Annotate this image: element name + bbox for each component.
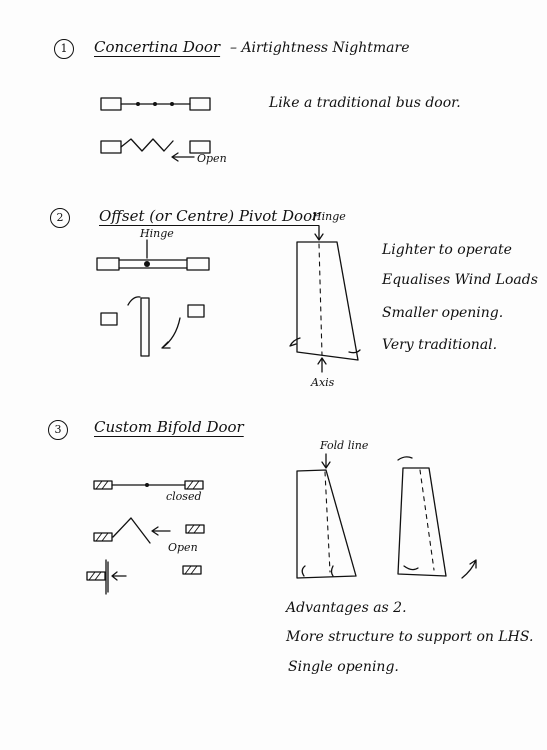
concertina-note-1: Like a traditional bus door.	[269, 95, 461, 111]
bifold-closed-plan	[94, 481, 203, 489]
concertina-closed-plan	[101, 98, 210, 110]
pivot-note-1: Lighter to operate	[382, 242, 512, 258]
bifold-note-1: Advantages as 2.	[286, 600, 407, 616]
bifold-open-label: Open	[168, 541, 198, 554]
bifold-open-plan	[94, 518, 204, 543]
pivot-closed-plan	[97, 240, 209, 270]
pivot-axis-label: Axis	[311, 376, 335, 389]
bifold-door-folded-elevation	[398, 457, 476, 578]
concertina-open-plan	[101, 139, 210, 161]
bifold-door-elevation	[297, 454, 356, 578]
pivot-note-3: Smaller opening.	[382, 305, 504, 321]
pivot-note-2: Equalises Wind Loads	[382, 272, 538, 288]
section-subtitle-concertina: – Airtightness Nightmare	[230, 40, 410, 56]
section-number-1: 1	[54, 39, 74, 59]
section-number-3: 3	[48, 420, 68, 440]
pivot-open-plan	[101, 297, 204, 356]
pivot-note-4: Very traditional.	[382, 337, 498, 353]
pivot-door-elevation	[290, 226, 360, 372]
bifold-closed-label: closed	[166, 490, 202, 503]
section-number-2: 2	[50, 208, 70, 228]
concertina-open-label: Open	[197, 152, 227, 165]
bifold-note-2: More structure to support on LHS.	[286, 629, 534, 645]
bifold-note-3: Single opening.	[288, 659, 399, 675]
bifold-folded-plan	[87, 560, 201, 594]
section-title-bifold: Custom Bifold Door	[94, 418, 244, 436]
pivot-elevation-hinge-label: Hinge	[312, 210, 346, 223]
section-title-concertina: Concertina Door	[94, 38, 221, 56]
section-title-pivot: Offset (or Centre) Pivot Door	[99, 207, 320, 225]
bifold-fold-line-label: Fold line	[320, 439, 369, 452]
pivot-plan-hinge-label: Hinge	[140, 227, 174, 240]
